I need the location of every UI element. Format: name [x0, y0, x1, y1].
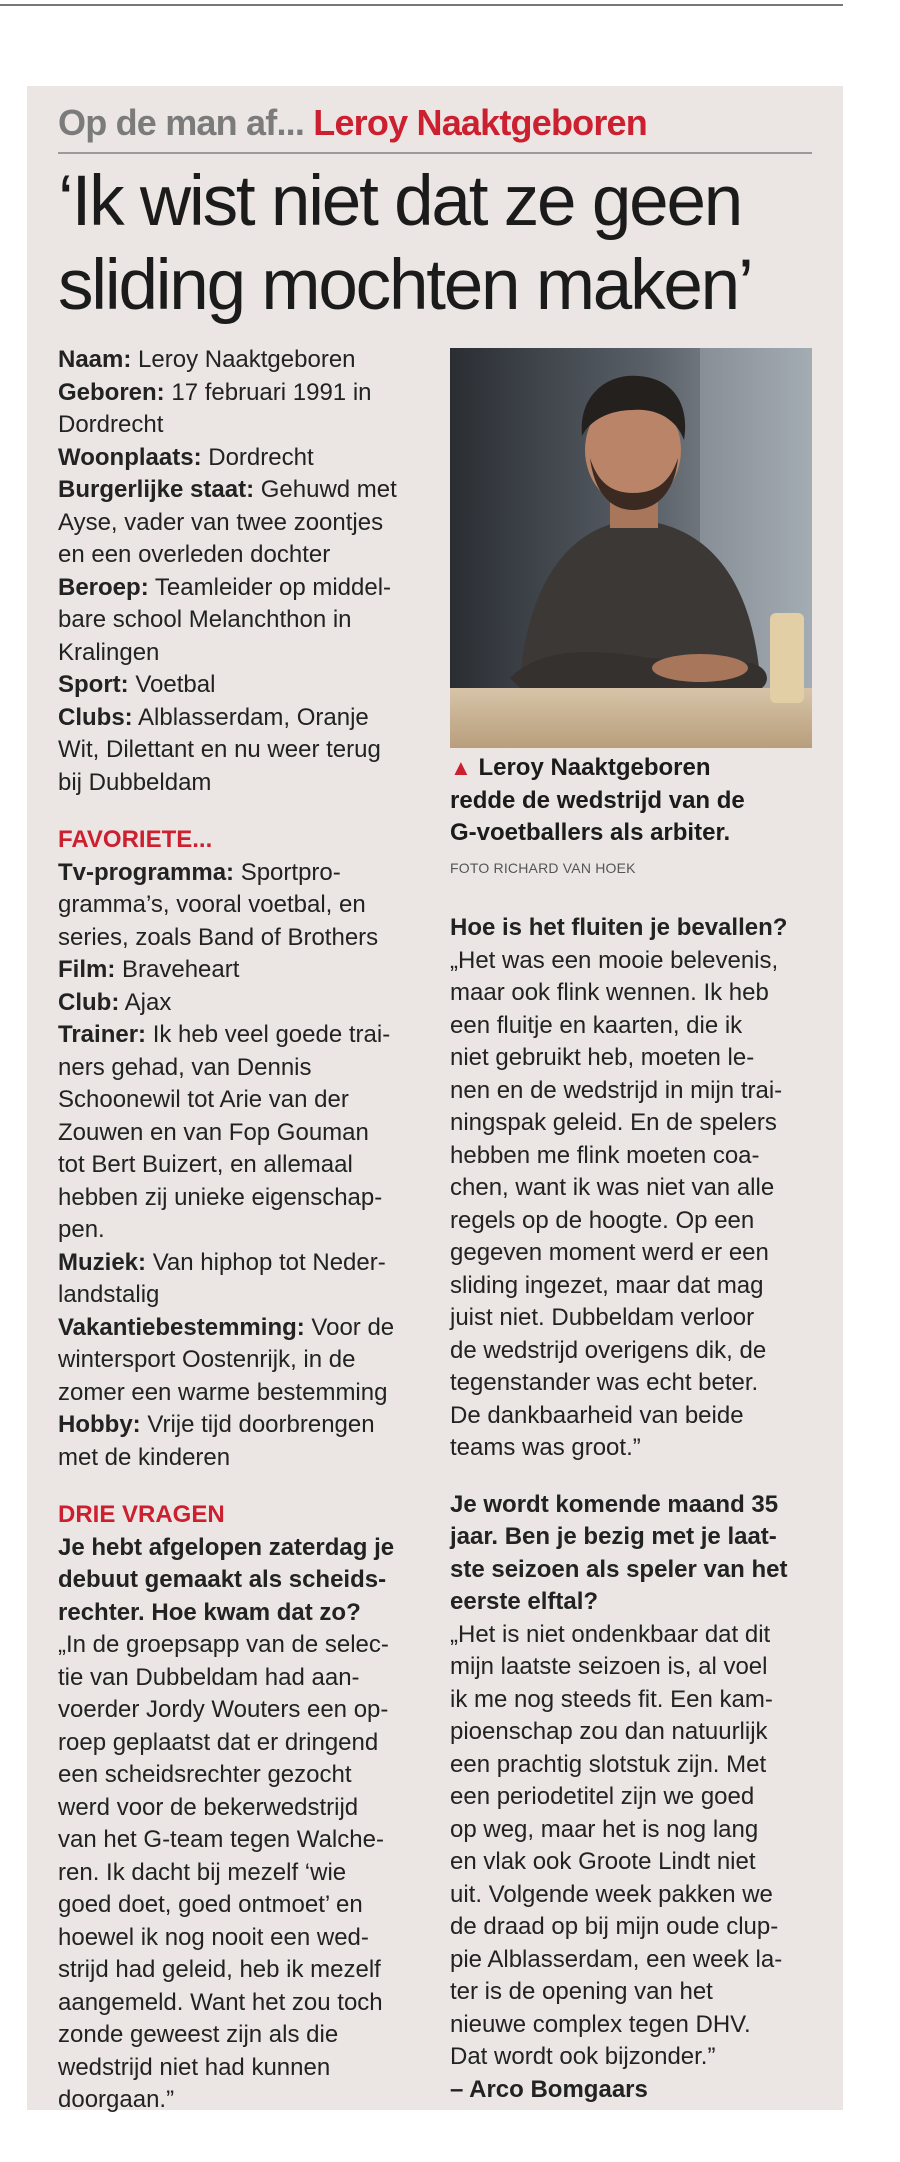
headline-line: sliding mochten maken’: [58, 246, 752, 325]
question-line: jaar. Ben je bezig met je laat-: [450, 1523, 777, 1550]
answer-line: teams was groot.”: [450, 1434, 641, 1461]
answer-line: roep geplaatst dat er dringend: [58, 1728, 379, 1756]
favorite-line-value: Ik heb veel goede trai-: [152, 1021, 391, 1048]
answer-line: tegenstander was echt beter.: [450, 1369, 759, 1396]
answer-line: juist niet. Dubbeldam verloor: [450, 1304, 755, 1331]
answer-line: ren. Ik dacht bij mezelf ‘wie: [58, 1858, 347, 1886]
answer-line: de draad op bij mijn oude clup-: [450, 1913, 779, 1940]
question-line: Hoe is het fluiten je bevallen?: [450, 914, 788, 941]
favorite-line-value: Van hiphop tot Neder-: [152, 1248, 386, 1276]
question-line: Je wordt komende maand 35: [450, 1490, 779, 1518]
favorite-line: [58, 1117, 438, 1150]
answer-line: strijd had geleid, heb ik mezelf: [58, 1956, 381, 1983]
favorite-line: [58, 1149, 438, 1182]
profile-line-value: bare school Melanchthon in: [58, 606, 352, 633]
favorite-line-label: Vakantiebestemming:: [58, 1313, 305, 1341]
profile-line-value: Gehuwd met: [260, 476, 397, 503]
favorite-line: [58, 889, 438, 922]
favorite-line: [58, 1182, 438, 1215]
answer-line: voerder Jordy Wouters een op-: [58, 1696, 389, 1723]
answer-line: zonde geweest zijn als die: [58, 2021, 339, 2048]
answer-line: op weg, maar het is nog lang: [450, 1815, 759, 1843]
answer-line: ter is de opening van het: [450, 1978, 713, 2005]
favorite-line-label: Club:: [58, 988, 120, 1016]
profile-line-value: Kralingen: [58, 638, 160, 666]
answer-line: regels op de hoogte. Op een: [450, 1206, 755, 1234]
profile-line-label: Beroep:: [58, 573, 149, 601]
profile-line-value: 17 februari 1991 in: [171, 378, 372, 406]
favorite-line-value: hebben zij unieke eigenschap-: [58, 1183, 383, 1211]
portrait-photo: [450, 348, 812, 748]
favorite-line-value: Vrije tijd doorbrengen: [147, 1411, 375, 1438]
question-line: ste seizoen als speler van het: [450, 1555, 788, 1583]
answer-line: „Het was een mooie belevenis,: [450, 946, 779, 974]
favorite-line: [58, 1344, 438, 1377]
profile-line: [58, 409, 438, 442]
answer-line: ik me nog steeds fit. Een kam-: [450, 1685, 773, 1713]
question-1: [58, 1532, 438, 1630]
answer-line: en vlak ook Groote Lindt niet: [450, 1848, 756, 1875]
favorite-line: [58, 1214, 438, 1247]
favorite-line-value: Sportpro-: [240, 858, 341, 886]
favorite-line-value: Voor de: [311, 1313, 395, 1341]
answer-line: hebben me flink moeten coa-: [450, 1141, 760, 1169]
profile-line: [58, 442, 438, 475]
favorite-line-label: Trainer:: [58, 1021, 147, 1048]
answer-line: de wedstrijd overigens dik, de: [450, 1336, 767, 1364]
kicker-rule: [58, 152, 812, 154]
answer-line: aangemeld. Want het zou toch: [58, 1988, 383, 2016]
answer-line: pie Alblasserdam, een week la-: [450, 1945, 783, 1973]
question-3: [450, 1489, 830, 1619]
answer-line: wedstrijd niet had kunnen: [58, 2053, 331, 2081]
answer-line: tie van Dubbeldam had aan-: [58, 1663, 360, 1691]
favorite-line: [58, 954, 438, 987]
profile-block: [58, 344, 438, 799]
question-2: [450, 912, 830, 945]
three-questions-heading: DRIE VRAGEN: [58, 1501, 225, 1528]
favorite-line-value: Ajax: [124, 988, 172, 1016]
favorites-block: [58, 857, 438, 1475]
profile-line: [58, 767, 438, 800]
answer-line: niet gebruikt heb, moeten le-: [450, 1044, 755, 1071]
favorite-line-value: Schoonewil tot Arie van der: [58, 1086, 349, 1113]
headline-line: ‘Ik wist niet dat ze geen: [58, 162, 742, 241]
profile-line: [58, 572, 438, 605]
question-line: rechter. Hoe kwam dat zo?: [58, 1598, 361, 1626]
profile-line-value: Alblasserdam, Oranje: [138, 703, 369, 731]
favorite-line-value: tot Bert Buizert, en allemaal: [58, 1151, 353, 1178]
favorite-line: [58, 1084, 438, 1117]
profile-line-label: Burgerlijke staat:: [58, 476, 255, 503]
answer-line: Dat wordt ook bijzonder.”: [450, 2043, 716, 2070]
profile-line: [58, 637, 438, 670]
answer-line: een scheidsrechter gezocht: [58, 1761, 352, 1788]
answer-line: sliding ingezet, maar dat mag: [450, 1271, 764, 1299]
favorite-line-value: Zouwen en van Fop Gouman: [58, 1118, 369, 1146]
profile-line-label: Sport:: [58, 671, 129, 698]
answer-line: gegeven moment werd er een: [450, 1239, 769, 1266]
answer-line: pioenschap zou dan natuurlijk: [450, 1718, 768, 1745]
photo-credit: FOTO RICHARD VAN HOEK: [450, 860, 636, 876]
byline: – Arco Bomgaars: [450, 2075, 648, 2103]
answer-line: „Het is niet ondenkbaar dat dit: [450, 1620, 771, 1648]
profile-line: [58, 734, 438, 767]
profile-line-value: bij Dubbeldam: [58, 768, 212, 796]
profile-line-value: Leroy Naaktgeboren: [138, 346, 356, 373]
profile-line-label: Geboren:: [58, 378, 165, 406]
profile-line: [58, 539, 438, 572]
answer-3: [450, 1619, 830, 2074]
favorite-line: [58, 1247, 438, 1280]
favorite-line: [58, 857, 438, 890]
favorite-line: [58, 1279, 438, 1312]
profile-line-label: Clubs:: [58, 703, 133, 731]
favorite-line-value: zomer een warme bestemming: [58, 1378, 388, 1406]
favorites-heading: FAVORIETE...: [58, 826, 213, 853]
answer-line: nieuwe complex tegen DHV.: [450, 2010, 751, 2038]
favorite-line: [58, 1442, 438, 1475]
profile-line-value: Wit, Dilettant en nu weer terug: [58, 736, 381, 763]
favorite-line: [58, 922, 438, 955]
question-line: eerste elftal?: [450, 1588, 599, 1615]
favorite-line: [58, 1377, 438, 1410]
kicker-name: Leroy Naaktgeboren: [313, 102, 647, 143]
profile-line: [58, 377, 438, 410]
favorite-line-value: wintersport Oostenrijk, in de: [58, 1346, 356, 1373]
caption-line: G-voetballers als arbiter.: [450, 819, 731, 846]
kicker-prefix: Op de man af...: [58, 102, 305, 143]
favorite-line-value: ners gehad, van Dennis: [58, 1053, 312, 1081]
headline: [58, 160, 828, 328]
profile-line: [58, 344, 438, 377]
favorite-line-label: Tv-programma:: [58, 858, 235, 886]
profile-line-value: Dordrecht: [208, 443, 314, 471]
favorite-line-value: landstalig: [58, 1281, 160, 1308]
profile-line-value: Ayse, vader van twee zoontjes: [58, 508, 384, 536]
answer-line: ningspak geleid. En de spelers: [450, 1109, 777, 1136]
profile-line-value: Voetbal: [135, 671, 216, 698]
favorite-line: [58, 1052, 438, 1085]
caption-line: redde de wedstrijd van de: [450, 786, 745, 814]
favorite-line: [58, 987, 438, 1020]
photo-caption: [450, 752, 820, 850]
profile-line: [58, 507, 438, 540]
favorite-line-label: Hobby:: [58, 1411, 141, 1438]
favorite-line: [58, 1019, 438, 1052]
profile-line: [58, 702, 438, 735]
favorite-line-value: met de kinderen: [58, 1443, 231, 1471]
answer-line: goed doet, goed ontmoet’ en: [58, 1891, 363, 1918]
answer-line: werd voor de bekerwedstrijd: [58, 1793, 359, 1821]
answer-line: een periodetitel zijn we goed: [450, 1783, 755, 1810]
answer-1: [58, 1629, 438, 2117]
answer-line: uit. Volgende week pakken we: [450, 1880, 773, 1908]
answer-line: mijn laatste seizoen is, al voel: [450, 1653, 768, 1680]
answer-2: [450, 945, 830, 1465]
favorite-line: [58, 1409, 438, 1442]
answer-line: De dankbaarheid van beide: [450, 1401, 744, 1429]
favorite-line-value: Braveheart: [122, 956, 240, 983]
left-column: [58, 344, 438, 2117]
profile-line-value: Dordrecht: [58, 411, 164, 438]
profile-line-value: en een overleden dochter: [58, 541, 331, 568]
profile-line: [58, 669, 438, 702]
answer-line: een prachtig slotstuk zijn. Met: [450, 1750, 767, 1778]
favorite-line-value: gramma’s, vooral voetbal, en: [58, 891, 366, 918]
favorite-line-label: Muziek:: [58, 1248, 147, 1276]
answer-line: een fluitje en kaarten, die ik: [450, 1011, 743, 1039]
question-line: Je hebt afgelopen zaterdag je: [58, 1533, 395, 1561]
answer-line: van het G-team tegen Walche-: [58, 1826, 384, 1853]
answer-line: nen en de wedstrijd in mijn trai-: [450, 1076, 783, 1104]
profile-line: [58, 474, 438, 507]
profile-line: [58, 604, 438, 637]
favorite-line: [58, 1312, 438, 1345]
answer-line: maar ook flink wennen. Ik heb: [450, 979, 769, 1006]
kicker: [58, 102, 647, 144]
profile-line-label: Naam:: [58, 346, 132, 373]
top-rule: [0, 4, 843, 6]
favorite-line-label: Film:: [58, 956, 116, 983]
answer-line: „In de groepsapp van de selec-: [58, 1631, 389, 1658]
answer-line: chen, want ik was niet van alle: [450, 1174, 775, 1201]
right-column: [450, 912, 830, 2106]
answer-line: hoewel ik nog nooit een wed-: [58, 1923, 369, 1951]
favorite-line-value: pen.: [58, 1216, 105, 1243]
answer-line: doorgaan.”: [58, 2086, 175, 2113]
question-line: debuut gemaakt als scheids-: [58, 1566, 387, 1593]
profile-line-value: Teamleider op middel-: [154, 573, 392, 601]
favorite-line-value: series, zoals Band of Brothers: [58, 923, 379, 951]
profile-line-label: Woonplaats:: [58, 443, 202, 471]
caption-line: Leroy Naaktgeboren: [478, 754, 711, 781]
caption-marker: ▲: [450, 755, 472, 780]
